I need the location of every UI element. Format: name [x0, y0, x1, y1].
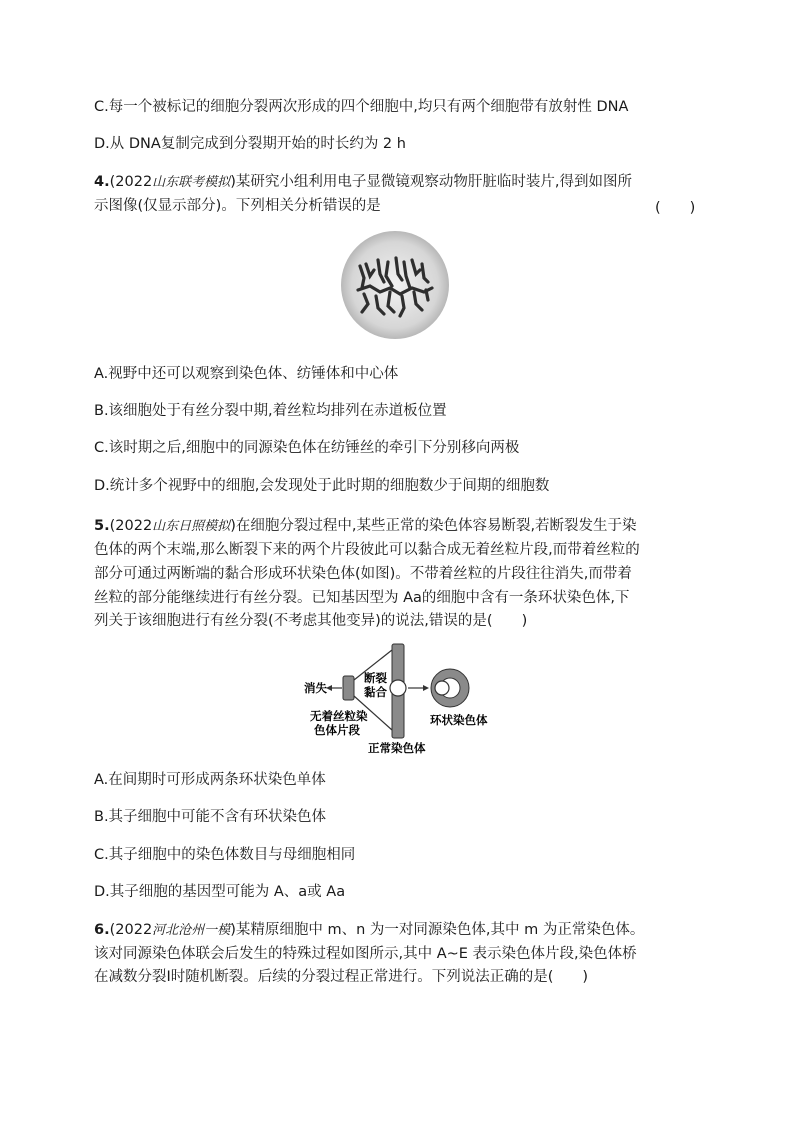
q6-stem-line1: [94, 920, 644, 941]
q4-answer-paren: ( ): [655, 200, 696, 216]
acentric-fragment: [343, 676, 354, 700]
q5-option-b: B.其子细胞中可能不含有环状染色体: [94, 809, 327, 825]
q4-micrograph-figure: [340, 230, 450, 340]
q4-number: 4.: [94, 174, 110, 190]
label-join: 黏合: [364, 685, 387, 699]
label-disappear: 消失: [304, 681, 327, 695]
q6-stem-line3: 在减数分裂Ⅰ时随机断裂。后续的分裂过程正常进行。下列说法正确的是( ): [94, 969, 589, 985]
q5-option-c: C.其子细胞中的染色体数目与母细胞相同: [94, 847, 356, 863]
q6-stem1: )某精原细胞中 m、n 为一对同源染色体,其中 m 为正常染色体。: [230, 922, 645, 938]
q5-stem-line4: 丝粒的部分能继续进行有丝分裂。已知基因型为 Aa的细胞中含有一条环状染色体,下: [94, 590, 630, 606]
q4-option-c: C.该时期之后,细胞中的同源染色体在纺锤丝的牵引下分别移向两极: [94, 440, 520, 456]
q5-source: 山东日照模拟: [152, 519, 231, 534]
q5-stem1: )在细胞分裂过程中,某些正常的染色体容易断裂,若断裂发生于染: [230, 518, 637, 534]
q4-year: (2022: [109, 174, 153, 190]
q3-option-c: C.每一个被标记的细胞分裂两次形成的四个细胞中,均只有两个细胞带有放射性 DNA: [94, 99, 629, 115]
q5-year: (2022: [109, 518, 153, 534]
q4-source: 山东联考模拟: [152, 175, 231, 190]
label-fragment-line2: 色体片段: [314, 723, 360, 737]
q4-option-d: D.统计多个视野中的细胞,会发现处于此时期的细胞数少于间期的细胞数: [94, 478, 550, 494]
microscope-field: [341, 231, 449, 339]
q5-stem-line2: 色体的两个末端,那么断裂下来的两个片段彼此可以黏合成无着丝粒片段,而带着丝粒的: [94, 542, 640, 558]
q5-stem-line3: 部分可通过两断端的黏合形成环状染色体(如图)。不带着丝粒的片段往往消失,而带着: [94, 566, 632, 582]
q4-stem1: )某研究小组利用电子显微镜观察动物肝脏临时装片,得到如图所: [230, 174, 632, 190]
q5-option-d: D.其子细胞的基因型可能为 A、a或 Aa: [94, 884, 346, 900]
q5-number: 5.: [94, 518, 110, 534]
q6-stem-line2: 该对同源染色体联会后发生的特殊过程如图所示,其中 A~E 表示染色体片段,染色体桥: [94, 946, 637, 962]
label-ring: 环状染色体: [430, 713, 488, 727]
q6-year: (2022: [109, 922, 153, 938]
centromere-circle: [390, 680, 406, 696]
q4-stem-line2: 示图像(仅显示部分)。下列相关分析错误的是: [94, 198, 381, 214]
q6-number: 6.: [94, 922, 110, 938]
q5-stem-line1: [94, 516, 637, 537]
q3-option-d: D.从 DNA复制完成到分裂期开始的时长约为 2 h: [94, 136, 406, 152]
q4-option-b: B.该细胞处于有丝分裂中期,着丝粒均排列在赤道板位置: [94, 403, 447, 419]
label-fragment-line1: 无着丝粒染: [310, 709, 368, 723]
q5-option-a: A.在间期时可形成两条环状染色单体: [94, 772, 326, 788]
label-normal: 正常染色体: [368, 741, 426, 755]
q5-stem-line5: 列关于该细胞进行有丝分裂(不考虑其他变异)的说法,错误的是( ): [94, 613, 528, 629]
arrow-ring-icon: [423, 685, 429, 691]
label-break: 断裂: [364, 671, 387, 685]
q5-ring-chromosome-diagram: [290, 640, 510, 758]
q4-option-a: A.视野中还可以观察到染色体、纺锤体和中心体: [94, 366, 399, 382]
q4-stem-line1: [94, 172, 632, 193]
q6-source: 河北沧州一模: [152, 923, 231, 938]
